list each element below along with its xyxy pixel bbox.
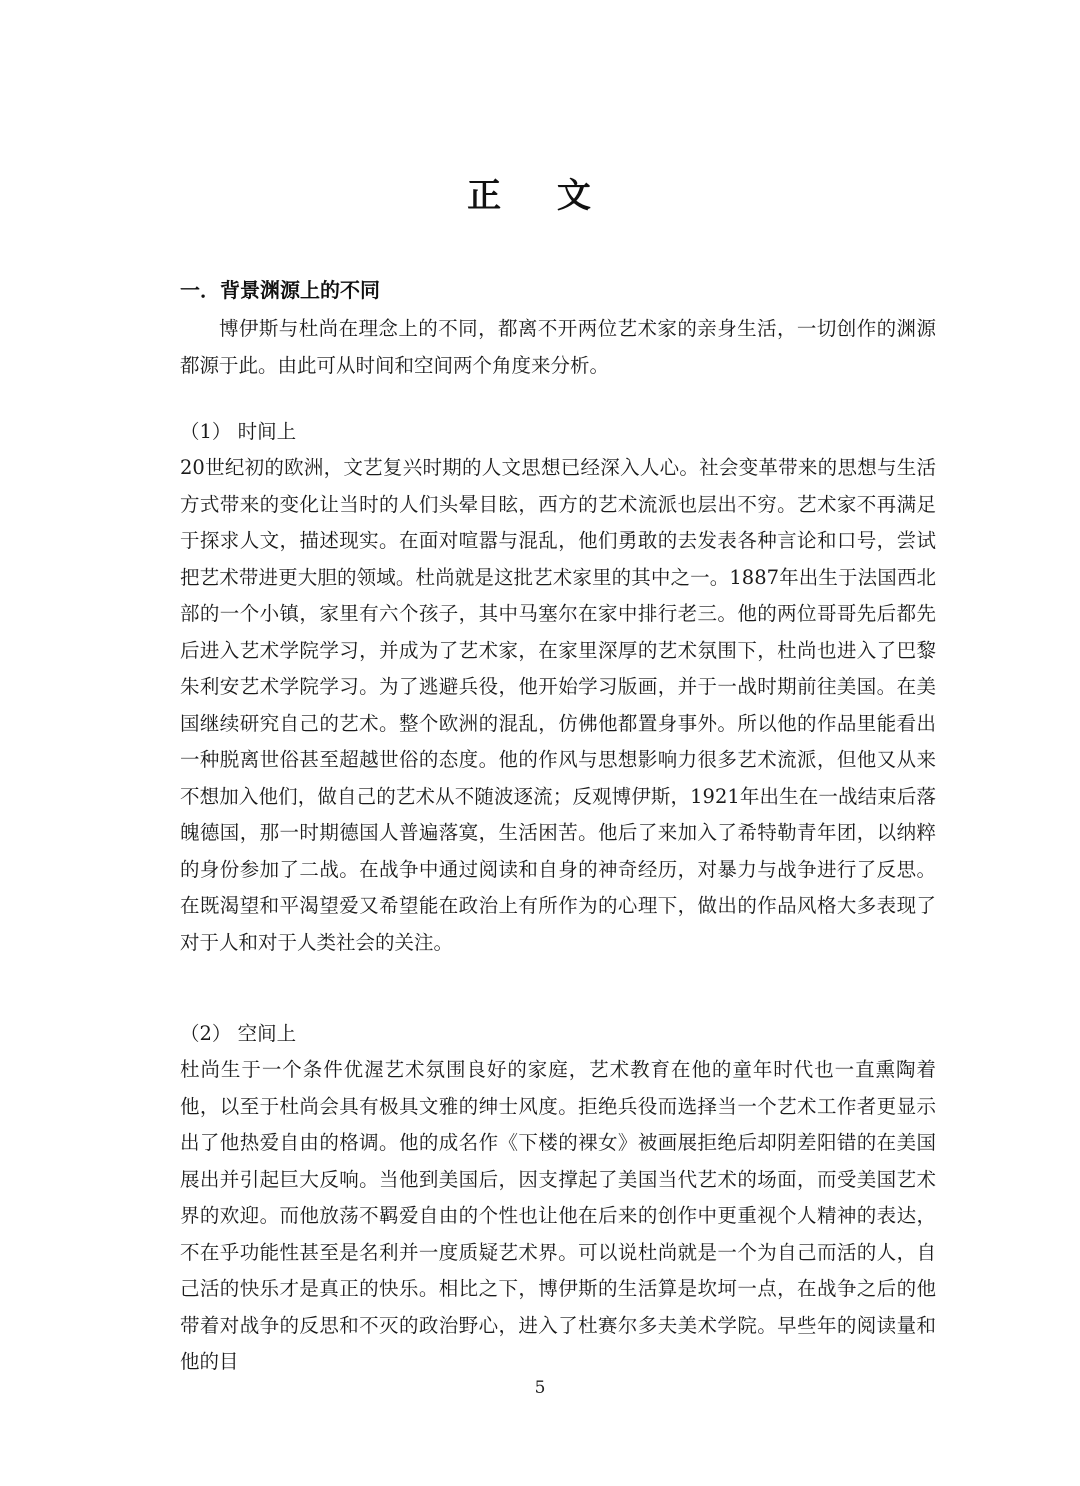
subsection-heading-time: （1） 时间上 xyxy=(180,420,297,443)
subsection-body-space: 杜尚生于一个条件优渥艺术氛围良好的家庭，艺术教育在他的童年时代也一直熏陶着他，以至于杜尚会具有极具文雅的绅士风度。拒绝兵役而选择当一个艺术工作者更显示出了他热爱自由的格调。他的成名作《下楼的裸女》被画展拒绝后却阴差阳错的在美国展出并引起巨大反响。当他到美国后，因支撑起了美国当代艺术的场面，而受美国艺术界的欢迎。而他放荡不羁爱自由的个性也让他在后来的创作中更重视个人精神的表达，不在乎功能性甚至是名利并一度质疑艺术界。可以说杜尚就是一个为自己而活的人，自己活的快乐才是真正的快乐。相比之下，博伊斯的生活算是坎坷一点，在战争之后的他带着对战争的反思和不灭的政治野心，进入了杜赛尔多夫美术学院。早些年的阅读量和他的目 xyxy=(180,1058,936,1373)
intro-paragraph: 博伊斯与杜尚在理念上的不同，都离不开两位艺术家的亲身生活，一切创作的渊源都源于此。由此可从时间和空间两个角度来分析。 xyxy=(180,317,936,377)
subsection-body-time: 20世纪初的欧洲，文艺复兴时期的人文思想已经深入人心。社会变革带来的思想与生活方式带来的变化让当时的人们头晕目眩，西方的艺术流派也层出不穷。艺术家不再满足于探求人文，描述现实。在面对喧嚣与混乱，他们勇敢的去发表各种言论和口号，尝试把艺术带进更大胆的领域。杜尚就是这批艺术家里的其中之一。1887年出生于法国西北部的一个小镇，家里有六个孩子，其中马塞尔在家中排行老三。他的两位哥哥先后都先后进入艺术学院学习，并成为了艺术家，在家里深厚的艺术氛围下，杜尚也进入了巴黎朱利安艺术学院学习。为了逃避兵役，他开始学习版画，并于一战时期前往美国。在美国继续研究自己的艺术。整个欧洲的混乱，仿佛他都置身事外。所以他的作品里能看出一种脱离世俗甚至超越世俗的态度。他的作风与思想影响力很多艺术流派，但他又从来不想加入他们，做自己的艺术从不随波逐流；反观博伊斯，1921年出生在一战结束后落魄德国，那一时期德国人普遍落寞，生活困苦。他后了来加入了希特勒青年团，以纳粹的身份参加了二战。在战争中通过阅读和自身的神奇经历，对暴力与战争进行了反思。在既渴望和平渴望爱又希望能在政治上有所作为的心理下，做出的作品风格大多表现了对于人和对于人类社会的关注。 xyxy=(180,456,936,954)
section-heading: 一．背景渊源上的不同 xyxy=(180,278,380,302)
page-number: 5 xyxy=(534,1378,546,1398)
page-title: 正 文 xyxy=(467,176,613,216)
subsection-heading-space: （2） 空间上 xyxy=(180,1022,297,1045)
